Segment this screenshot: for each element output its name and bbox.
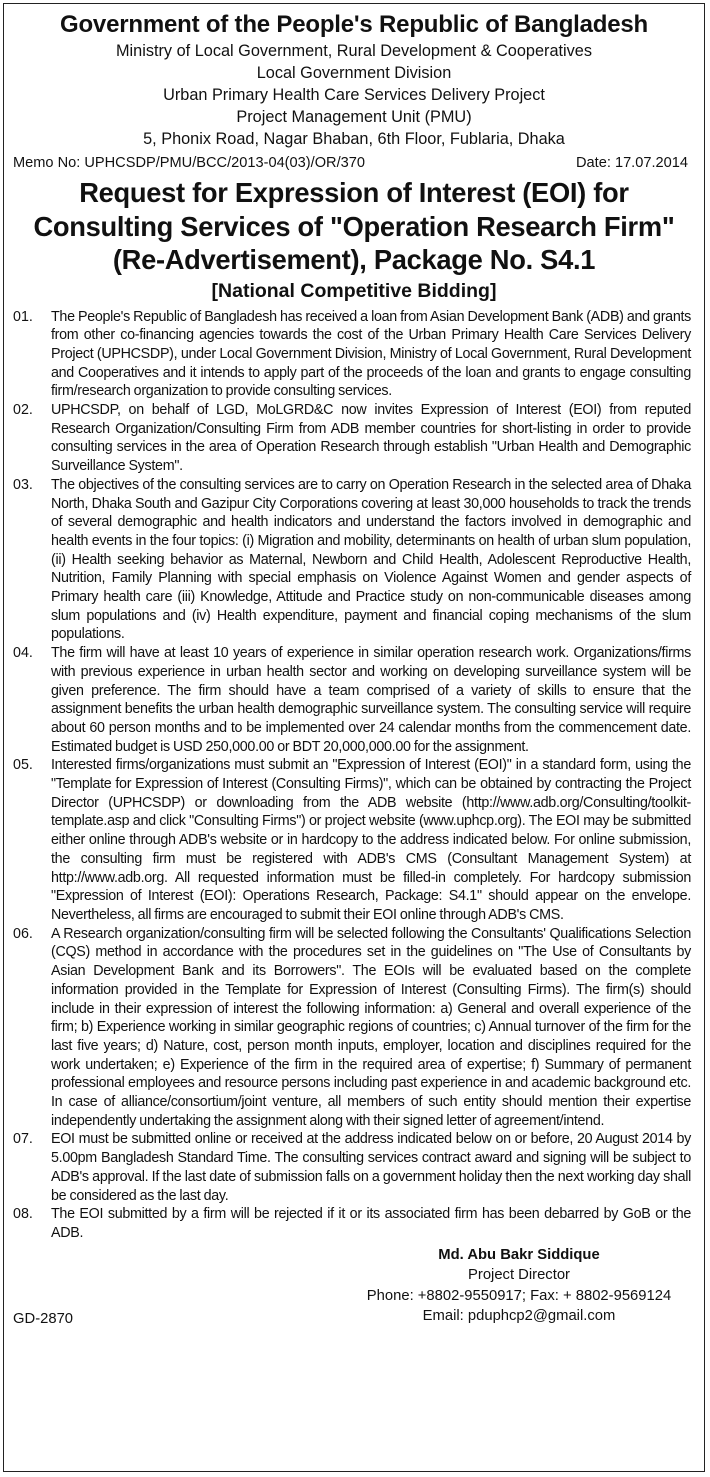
government-title: Government of the People's Republic of Bangladesh (60, 11, 648, 38)
paragraph-07 (4, 1130, 704, 1205)
headline-line-1: Request for Expression of Interest (EOI) for (79, 177, 629, 208)
notice-frame (3, 3, 705, 1472)
paragraph-06 (4, 925, 704, 1131)
paragraph-text: A Research organization/consulting firm will be selected following the Consultants' Qualifications Selection (CQS) method in accordance with the procedures set in the guidelines on "The Use of Consultants by Asian Development Bank and its Borrowers". The EOIs will be evaluated based on the complete information provided in the Template for Expression of Interest (Consulting Firms). The firm(s) should include in their expression of interest the following information: a) General and overall experience of the firm; b) Experience working in similar geographic regions of countries; c) Annual turnover of the firm for the last five years; d) Nature, cost, person month inputs, employer, location and disciplines required for the work undertaken; e) Experience of the firm in the required area of expertise; f) Summary of permanent professional employees and resource persons including past experience in and academic background etc. In case of alliance/consortium/joint venture, all members of such entity should mention their expertise independently undertaking the assignment along with their signed letter of agreement/intend. (51, 925, 691, 1129)
paragraph-number: 04. (13, 645, 33, 662)
notice-header (4, 4, 704, 150)
unit-line: Project Management Unit (PMU) (236, 108, 472, 126)
paragraph-03 (4, 476, 704, 644)
gd-code: GD-2870 (13, 1310, 74, 1327)
memo-date: Date: 17.07.2014 (576, 155, 688, 171)
paragraph-text: EOI must be submitted online or received at the address indicated below on or before, 20 August 2014 by 5.00pm Bangladesh Standard Time. The consulting services contract award and signing will be subject to ADB's approval. If the last date of submission falls on a government holiday then the next working day shall be considered as the last day. (51, 1131, 691, 1204)
bidding-type: [National Competitive Bidding] (211, 279, 497, 302)
paragraph-number: 05. (13, 757, 33, 774)
paragraph-02 (4, 401, 704, 476)
ministry-line: Ministry of Local Government, Rural Development & Cooperatives (116, 42, 592, 60)
paragraph-number: 01. (13, 308, 33, 325)
headline-line-3: (Re-Advertisement), Package No. S4.1 (112, 244, 596, 275)
paragraph-text: The EOI submitted by a firm will be rejected if it or its associated firm has been debarred by GoB or the ADB. (51, 1206, 691, 1241)
memo-number: Memo No: UPHCSDP/PMU/BCC/2013-04(03)/OR/370 (13, 155, 365, 171)
headline-line-2: Consulting Services of "Operation Research Firm" (33, 210, 675, 242)
paragraph-number: 02. (13, 402, 33, 419)
signature-section (4, 1245, 704, 1335)
paragraph-number: 08. (13, 1206, 33, 1223)
paragraph-08 (4, 1205, 704, 1242)
paragraph-text: UPHCSDP, on behalf of LGD, MoLGRD&C now invites Expression of Interest (EOI) from reputed Research Organization/Consulting Firm from ADB member countries for short-listing in order to provide consulting services in the area of Operation Research through establish "Urban Health and Demographic Surveillance System". (51, 402, 691, 475)
contact-phone-fax: Phone: +8802-9550917; Fax: + 8802-9569124 (366, 1287, 672, 1304)
signatory-designation: Project Director (468, 1267, 570, 1284)
address-line: 5, Phonix Road, Nagar Bhaban, 6th Floor, Fublaria, Dhaka (143, 130, 565, 148)
paragraph-04 (4, 644, 704, 756)
paragraph-text: The firm will have at least 10 years of experience in similar operation research work. Organizations/firms with previous experience in urban health sector and working on developing surveillance system will be given preference. The firm should have a team comprised of a variety of skills to ensure that the assignment benefits the urban health demographic surveillance system. The consulting service will require about 60 person months and to be implemented over 24 calendar months from the commencement date. Estimated budget is USD 250,000.00 or BDT 20,000,000.00 for the assignment. (51, 645, 691, 755)
paragraph-05 (4, 756, 704, 924)
paragraph-text: Interested firms/organizations must submit an "Expression of Interest (EOI)" in a standard form, using the "Template for Expression of Interest (Consulting Firms)", which can be obtained by contracting the Project Director (UPHCSDP) or downloading from the ADB website (http://www.adb.org/Consulting/toolkit-template.asp and click "Consulting Firms") or project website (www.uphcp.org). The EOI may be submitted either online through ADB's website or in hardcopy to the address indicated below. For online submission, the consulting firm must be registered with ADB's CMS (Consultant Management System) at http://www.adb.org. All requested information must be filled-in completely. For hardcopy submission "Expression of Interest (EOI): Operations Research, Package: S4.1" should appear on the envelope. Nevertheless, all firms are encouraged to submit their EOI online through ADB's CMS. (51, 757, 691, 923)
division-line: Local Government Division (256, 64, 452, 82)
paragraph-01 (4, 308, 704, 402)
signature-block (354, 1245, 684, 1327)
paragraph-text: The People's Republic of Bangladesh has received a loan from Asian Development Bank (ADB) and grants from other co-financing agencies towards the cost of the Urban Primary Health Care Services Delivery Project (UPHCSDP), under Local Government Division, Ministry of Local Government, Rural Development and Cooperatives and it intends to apply part of the proceeds of the loan and grants to engage consulting firm/research organization to provide consulting services. (51, 308, 691, 400)
paragraph-number: 03. (13, 476, 33, 493)
paragraph-list (4, 308, 704, 1243)
signatory-name: Md. Abu Bakr Siddique (438, 1246, 600, 1263)
contact-email: Email: pduphcp2@gmail.com (422, 1308, 616, 1325)
notice-headline (4, 176, 704, 277)
paragraph-number: 07. (13, 1131, 33, 1148)
paragraph-number: 06. (13, 925, 33, 942)
memo-row (4, 152, 704, 174)
paragraph-text: The objectives of the consulting services are to carry on Operation Research in the selected area of Dhaka North, Dhaka South and Gazipur City Corporations covering at least 30,000 households to track the trends of several demographic and health indicators and understand the factors involved in demographic and health events in the four topics: (i) Migration and mobility, determinants on health of urban slum population, (ii) Health seeking behavior as Maternal, Newborn and Child Health, Adolescent Reproductive Health, Nutrition, Family Planning with special emphasis on Violence Against Women and gender aspects of Primary health care (iii) Knowledge, Attitude and Practice study on non-communicable diseases among slum populations and (iv) Health expenditure, payment and financial coping mechanisms of the slum populations. (51, 476, 691, 643)
project-line: Urban Primary Health Care Services Delivery Project (163, 86, 545, 104)
